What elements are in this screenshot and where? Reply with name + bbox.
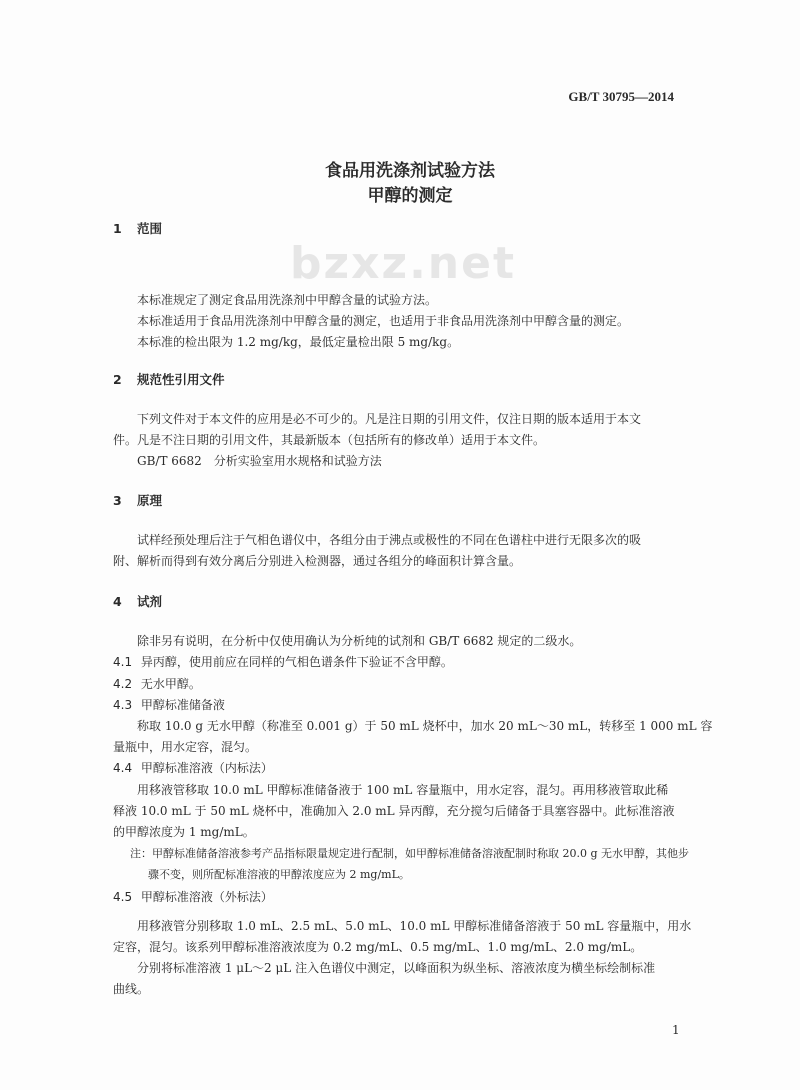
subclause-4-1	[113, 654, 453, 670]
clause-number: 4.5	[113, 890, 133, 904]
paragraph-line: 称取 10.0 g 无水甲醇（称准至 0.001 g）于 50 mL 烧杯中，加水 20 mL～30 mL，转移至 1 000 mL 容	[137, 719, 713, 733]
section-number: 2	[113, 372, 122, 387]
clause-text: 甲醇标准溶液（内标法）	[140, 761, 273, 775]
paragraph-line: 释液 10.0 mL 于 50 mL 烧杯中，准确加入 2.0 mL 异丙醇，充分搅匀后储备于具塞容器中。此标准溶液	[113, 804, 675, 818]
clause-number: 4.4	[113, 761, 133, 775]
subclause-4-2	[113, 676, 201, 692]
paragraph-line: 定容，混匀。该系列甲醇标准溶液浓度为 0.2 mg/mL、0.5 mg/mL、1.0 mg/mL、2.0 mg/mL。	[113, 940, 643, 954]
paragraph-line: 本标准规定了测定食品用洗涤剂中甲醇含量的试验方法。	[137, 293, 438, 307]
clause-text: 甲醇标准储备液	[140, 698, 225, 712]
document-title: 食品用洗涤剂试验方法	[325, 161, 495, 181]
paragraph-line: 用移液管分别移取 1.0 mL、2.5 mL、5.0 mL、10.0 mL 甲醇标准储备溶液于 50 mL 容量瓶中，用水	[137, 919, 692, 933]
clause-text: 无水甲醇。	[140, 677, 201, 691]
section-title: 试剂	[137, 594, 163, 609]
subclause-4-3	[113, 697, 225, 713]
reference-item: GB/T 6682 分析实验室用水规格和试验方法	[137, 454, 382, 468]
paragraph-line: 分别将标准溶液 1 μL～2 μL 注入色谱仪中测定，以峰面积为纵坐标、溶液浓度为横坐标绘制标准	[137, 961, 656, 975]
section-2-heading	[113, 372, 225, 388]
paragraph-line: 件。凡是不注日期的引用文件，其最新版本（包括所有的修改单）适用于本文件。	[113, 433, 546, 447]
clause-number: 4.3	[113, 698, 133, 712]
section-number: 1	[113, 221, 122, 236]
document-subtitle: 甲醇的测定	[367, 186, 453, 206]
paragraph-line: 本标准的检出限为 1.2 mg/kg，最低定量检出限 5 mg/kg。	[137, 335, 460, 349]
note-line: 骤不变，则所配标准溶液的甲醇浓度应为 2 mg/mL。	[148, 868, 410, 881]
clause-number: 4.1	[113, 655, 133, 669]
standard-number: GB/T 30795—2014	[568, 89, 674, 104]
clause-number: 4.2	[113, 677, 133, 691]
paragraph-line: 除非另有说明，在分析中仅使用确认为分析纯的试剂和 GB/T 6682 规定的二级水。	[137, 634, 582, 648]
subclause-4-4	[113, 760, 273, 776]
note-line: 注：甲醇标准储备溶液参考产品指标限量规定进行配制，如甲醇标准储备溶液配制时称取 20.0 g 无水甲醇，其他步	[130, 847, 690, 860]
paragraph-line: 下列文件对于本文件的应用是必不可少的。凡是注日期的引用文件，仅注日期的版本适用于本文	[137, 412, 642, 426]
paragraph-line: 曲线。	[113, 982, 150, 996]
watermark: bzxz.net	[290, 238, 517, 289]
clause-text: 甲醇标准溶液（外标法）	[140, 890, 273, 904]
section-1-heading	[113, 221, 162, 237]
section-4-heading	[113, 594, 162, 610]
subclause-4-5	[113, 889, 273, 905]
section-title: 原理	[137, 493, 163, 508]
clause-text: 异丙醇，使用前应在同样的气相色谱条件下验证不含甲醇。	[140, 655, 453, 669]
section-number: 3	[113, 493, 122, 508]
paragraph-line: 试样经预处理后注于气相色谱仪中，各组分由于沸点或极性的不同在色谱柱中进行无限多次的吸	[137, 533, 642, 547]
section-title: 范围	[137, 221, 163, 236]
paragraph-line: 量瓶中，用水定容，混匀。	[113, 740, 258, 754]
paragraph-line: 的甲醇浓度为 1 mg/mL。	[113, 825, 255, 839]
paragraph-line: 附、解析而得到有效分离后分别进入检测器，通过各组分的峰面积计算含量。	[113, 554, 522, 568]
paragraph-line: 本标准适用于食品用洗涤剂中甲醇含量的测定，也适用于非食品用洗涤剂中甲醇含量的测定。	[137, 314, 630, 328]
paragraph-line: 用移液管移取 10.0 mL 甲醇标准储备液于 100 mL 容量瓶中，用水定容，混匀。再用移液管取此稀	[137, 783, 669, 797]
section-title: 规范性引用文件	[137, 372, 225, 387]
section-number: 4	[113, 594, 122, 609]
section-3-heading	[113, 493, 162, 509]
page-number: 1	[672, 1023, 680, 1037]
